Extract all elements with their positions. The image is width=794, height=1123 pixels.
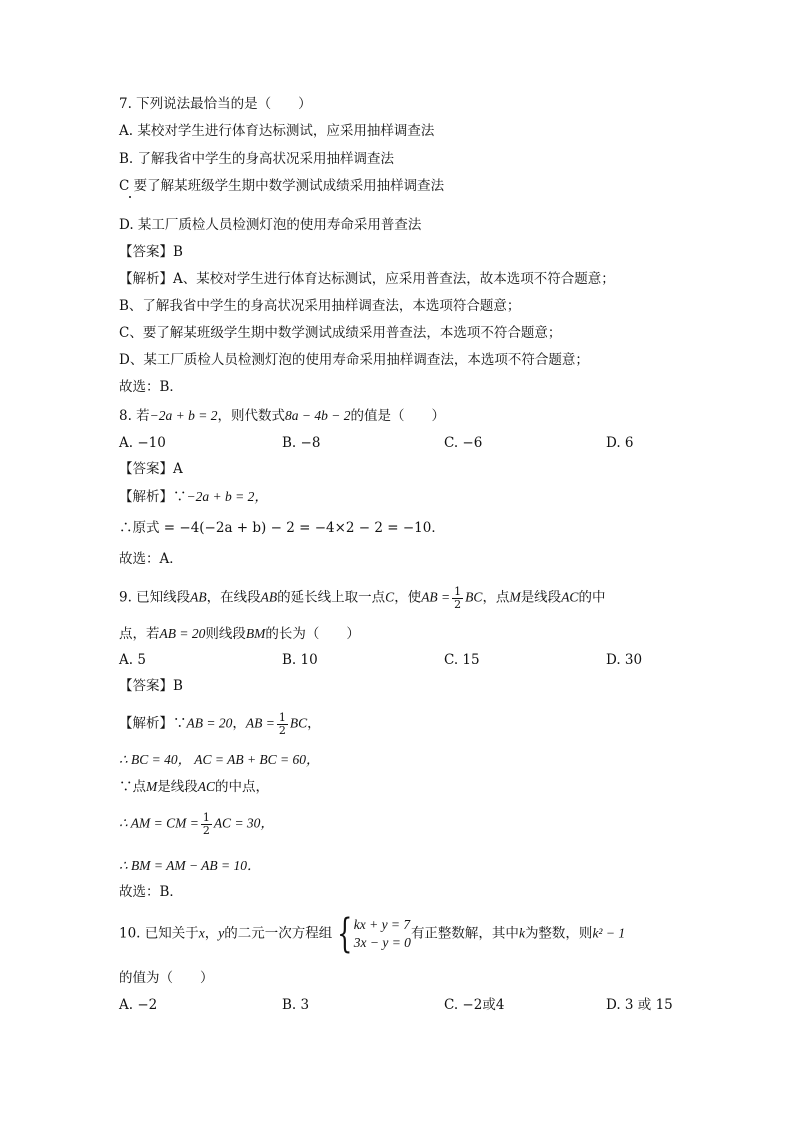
q8-analysis-2: ∴原式 = −4(−2a + b) − 2 = −4×2 − 2 = −10． <box>119 520 445 536</box>
q10-sep: ， <box>204 925 219 942</box>
q9-point-m: M <box>509 589 521 605</box>
q10-option-a: A. −2 <box>119 997 158 1013</box>
q9-a3-suffix: 的中点， <box>215 779 270 795</box>
q10-stem-mid: 的二元一次方程组 <box>224 925 333 942</box>
q9-stem-part2: ，在线段 <box>206 589 261 606</box>
q9-point-c: C <box>385 589 395 605</box>
q9-analysis-1 <box>119 712 321 736</box>
q10-option-d: D. 3 或 15 <box>606 997 673 1013</box>
q7-option-c-dot <box>129 196 131 198</box>
q7-option-c: C 要了解某班级学生期中数学测试成绩采用抽样调查法 <box>119 178 445 194</box>
q9-stem-part5: ，点 <box>482 589 510 606</box>
q8-option-b: B. −8 <box>282 435 321 451</box>
q9-a1-bc: BC <box>289 715 308 731</box>
q7-option-b: B. 了解我省中学生的身高状况采用抽样调查法 <box>119 151 395 167</box>
q9-stem-line2-prefix: 点，若 <box>119 626 160 642</box>
q9-fraction-half <box>452 586 463 610</box>
q10-equation-system <box>332 911 411 957</box>
q8-option-d: D. 6 <box>606 435 634 451</box>
q7-analysis-3: C、要了解某班级学生期中数学测试成绩采用普查法，本选项不符合题意； <box>119 325 562 341</box>
q9-stem-line2-suffix: 的长为（ ） <box>265 626 360 642</box>
q10-stem-part2: 有正整数解，其中 <box>410 925 519 942</box>
q9-analysis-label: 【解析】∵ <box>119 715 187 732</box>
q9-ab-1: AB <box>190 589 207 605</box>
q10-stem-prefix: 10. 已知关于 <box>119 925 199 942</box>
q9-analysis-fraction <box>277 712 288 736</box>
q7-conclusion: 故选：B． <box>119 379 183 395</box>
q9-stem-part3: 的延长线上取一点 <box>277 589 386 606</box>
q9-ab20: AB = 20 <box>159 626 206 641</box>
q8-stem <box>119 409 445 424</box>
q9-conclusion: 故选：B． <box>119 884 183 900</box>
q8-option-c: C. −6 <box>444 435 483 451</box>
q10-y: y <box>218 925 225 941</box>
q10-eq2: 3x − y = 0 <box>353 935 411 950</box>
q10-k2: k² − 1 <box>592 925 626 941</box>
q7-stem: 7. 下列说法最恰当的是（ ） <box>119 96 312 112</box>
q9-option-b: B. 10 <box>282 652 318 668</box>
q9-a-frac-num: 1 <box>278 711 286 724</box>
q9-a1-ab-eq: AB = <box>245 715 275 731</box>
q9-ac: AC <box>561 589 579 605</box>
q8-stem-middle: ，则代数式 <box>217 408 286 424</box>
q9-bc: BC <box>465 589 483 605</box>
q8-answer: 【答案】A <box>119 461 183 477</box>
q9-a4-frac-den: 2 <box>202 823 210 837</box>
q7-analysis-1: 【解析】A、某校对学生进行体育达标测试，应采用普查法，故本选项不符合题意； <box>119 271 615 287</box>
q9-a3-mid: 是线段 <box>157 779 198 795</box>
q10-brace: { <box>337 911 353 957</box>
q10-stem-line1 <box>119 911 626 957</box>
q9-option-c: C. 15 <box>444 652 480 668</box>
q8-stem-expr1: −2a + b = 2 <box>149 408 218 423</box>
q9-a3-m: M <box>146 779 158 794</box>
q10-option-c: C. −2或4 <box>444 997 505 1013</box>
q10-stem-part3: 为整数，则 <box>524 925 593 942</box>
q9-a4-frac-num: 1 <box>202 811 210 824</box>
q8-conclusion: 故选：A． <box>119 551 183 567</box>
q8-stem-expr2: 8a − 4b − 2 <box>285 408 351 423</box>
q9-analysis-2: ∴ BC = 40， AC = AB + BC = 60， <box>119 752 320 767</box>
q7-option-a: A. 某校对学生进行体育达标测试，应采用抽样调查法 <box>119 123 435 139</box>
q9-ab-eq: AB = <box>421 589 451 605</box>
q8-analysis-expr1: −2a + b = 2， <box>186 489 268 504</box>
q10-k: k <box>518 925 525 941</box>
q10-x: x <box>198 925 205 941</box>
q8-option-a: A. −10 <box>119 435 166 451</box>
q9-option-d: D. 30 <box>606 652 643 668</box>
q9-a1: AB = 20 <box>186 715 233 731</box>
q9-a3-ac: AC <box>197 779 216 794</box>
q9-a1-tail: ， <box>307 715 321 732</box>
q7-analysis-2: B、了解我省中学生的身高状况采用抽样调查法，本选项符合题意； <box>119 298 521 314</box>
q8-analysis-1 <box>119 490 268 505</box>
q9-a-frac-den: 2 <box>278 723 286 737</box>
q7-answer: 【答案】B <box>119 244 183 260</box>
q9-a4-prefix: ∴ AM = CM = <box>119 815 199 831</box>
q9-a1-sep: ， <box>232 715 246 732</box>
q9-frac-den: 2 <box>454 597 462 611</box>
q9-ab-2: AB <box>260 589 278 605</box>
q9-frac-num: 1 <box>454 585 462 598</box>
q9-stem-part4: ，使 <box>394 589 422 606</box>
q7-option-d: D. 某工厂质检人员检测灯泡的使用寿命采用普查法 <box>119 217 422 233</box>
q9-analysis-3 <box>119 780 269 795</box>
q9-analysis-4 <box>119 812 274 836</box>
q10-system-lines <box>354 916 411 952</box>
q9-analysis-5: ∴ BM = AM − AB = 10． <box>119 858 261 873</box>
q9-stem-part7: 的中 <box>578 589 606 606</box>
q8-stem-prefix: 8. 若 <box>119 408 150 424</box>
q9-stem-line1 <box>119 586 605 610</box>
q10-option-b: B. 3 <box>282 997 310 1013</box>
q9-a4-ac: AC = 30， <box>213 815 274 831</box>
q9-bm: BM <box>245 626 266 641</box>
q10-eq1: kx + y = 7 <box>353 916 411 932</box>
q9-answer: 【答案】B <box>119 678 183 694</box>
q9-a4-fraction <box>201 812 212 836</box>
q9-stem-part6: 是线段 <box>520 589 562 606</box>
q7-analysis-4: D、某工厂质检人员检测灯泡的使用寿命采用抽样调查法，本选项不符合题意； <box>119 352 589 368</box>
q9-a3-prefix: ∵点 <box>119 779 146 795</box>
q9-stem-line2 <box>119 627 360 642</box>
q10-stem-line2: 的值为（ ） <box>119 970 214 986</box>
q9-stem-prefix: 9. 已知线段 <box>119 589 191 606</box>
q8-stem-suffix: 的值是（ ） <box>350 408 445 424</box>
q9-stem-line2-mid: 则线段 <box>205 626 246 642</box>
q9-option-a: A. 5 <box>119 652 146 668</box>
q8-analysis-label: 【解析】∵ <box>119 489 187 505</box>
